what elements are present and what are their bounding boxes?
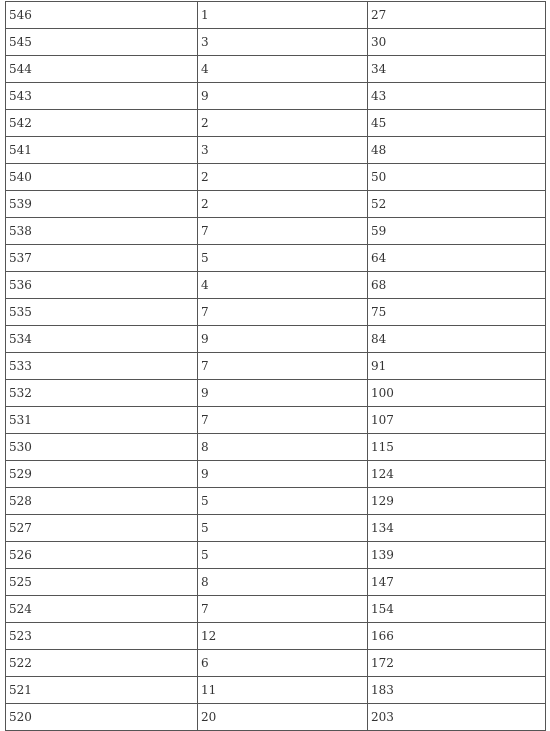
table-row bbox=[6, 110, 546, 137]
table-row bbox=[6, 218, 546, 245]
score-cell: 528 bbox=[6, 488, 198, 515]
table-row bbox=[6, 353, 546, 380]
score-cell: 527 bbox=[6, 515, 198, 542]
cumulative-cell: 134 bbox=[368, 515, 546, 542]
count-cell: 12 bbox=[198, 623, 368, 650]
count-cell: 8 bbox=[198, 569, 368, 596]
count-cell: 2 bbox=[198, 110, 368, 137]
table-row bbox=[6, 407, 546, 434]
cumulative-cell: 68 bbox=[368, 272, 546, 299]
count-cell: 3 bbox=[198, 137, 368, 164]
table-row bbox=[6, 542, 546, 569]
cumulative-cell: 139 bbox=[368, 542, 546, 569]
score-cell: 546 bbox=[6, 2, 198, 29]
count-cell: 7 bbox=[198, 299, 368, 326]
score-cell: 539 bbox=[6, 191, 198, 218]
cumulative-cell: 115 bbox=[368, 434, 546, 461]
table-row bbox=[6, 515, 546, 542]
table-row bbox=[6, 569, 546, 596]
score-cell: 530 bbox=[6, 434, 198, 461]
count-cell: 7 bbox=[198, 596, 368, 623]
score-cell: 533 bbox=[6, 353, 198, 380]
table-row bbox=[6, 56, 546, 83]
count-cell: 9 bbox=[198, 380, 368, 407]
cumulative-cell: 50 bbox=[368, 164, 546, 191]
score-cell: 541 bbox=[6, 137, 198, 164]
count-cell: 3 bbox=[198, 29, 368, 56]
count-cell: 9 bbox=[198, 326, 368, 353]
table-row bbox=[6, 596, 546, 623]
cumulative-cell: 91 bbox=[368, 353, 546, 380]
count-cell: 4 bbox=[198, 272, 368, 299]
count-cell: 5 bbox=[198, 515, 368, 542]
table-row bbox=[6, 704, 546, 731]
score-cell: 525 bbox=[6, 569, 198, 596]
table-row bbox=[6, 299, 546, 326]
count-cell: 9 bbox=[198, 461, 368, 488]
table-body bbox=[6, 2, 546, 731]
cumulative-cell: 34 bbox=[368, 56, 546, 83]
count-cell: 7 bbox=[198, 218, 368, 245]
score-cell: 540 bbox=[6, 164, 198, 191]
table-row bbox=[6, 29, 546, 56]
cumulative-cell: 147 bbox=[368, 569, 546, 596]
score-cell: 537 bbox=[6, 245, 198, 272]
table-row bbox=[6, 164, 546, 191]
score-cell: 536 bbox=[6, 272, 198, 299]
count-cell: 5 bbox=[198, 542, 368, 569]
cumulative-cell: 45 bbox=[368, 110, 546, 137]
table-row bbox=[6, 326, 546, 353]
score-cell: 522 bbox=[6, 650, 198, 677]
score-cell: 535 bbox=[6, 299, 198, 326]
cumulative-cell: 129 bbox=[368, 488, 546, 515]
count-cell: 2 bbox=[198, 164, 368, 191]
cumulative-cell: 84 bbox=[368, 326, 546, 353]
count-cell: 8 bbox=[198, 434, 368, 461]
count-cell: 5 bbox=[198, 245, 368, 272]
table-row bbox=[6, 677, 546, 704]
count-cell: 7 bbox=[198, 407, 368, 434]
cumulative-cell: 183 bbox=[368, 677, 546, 704]
score-cell: 545 bbox=[6, 29, 198, 56]
table-row bbox=[6, 245, 546, 272]
score-cell: 538 bbox=[6, 218, 198, 245]
cumulative-cell: 107 bbox=[368, 407, 546, 434]
cumulative-cell: 64 bbox=[368, 245, 546, 272]
cumulative-cell: 52 bbox=[368, 191, 546, 218]
cumulative-cell: 43 bbox=[368, 83, 546, 110]
score-cell: 532 bbox=[6, 380, 198, 407]
score-cell: 523 bbox=[6, 623, 198, 650]
score-cell: 526 bbox=[6, 542, 198, 569]
score-cell: 534 bbox=[6, 326, 198, 353]
score-cell: 543 bbox=[6, 83, 198, 110]
count-cell: 20 bbox=[198, 704, 368, 731]
cumulative-cell: 203 bbox=[368, 704, 546, 731]
table-row bbox=[6, 488, 546, 515]
table-row bbox=[6, 83, 546, 110]
count-cell: 2 bbox=[198, 191, 368, 218]
count-cell: 5 bbox=[198, 488, 368, 515]
score-cell: 542 bbox=[6, 110, 198, 137]
table-row bbox=[6, 461, 546, 488]
cumulative-cell: 172 bbox=[368, 650, 546, 677]
count-cell: 11 bbox=[198, 677, 368, 704]
table-row bbox=[6, 623, 546, 650]
count-cell: 9 bbox=[198, 83, 368, 110]
table-row bbox=[6, 191, 546, 218]
cumulative-cell: 100 bbox=[368, 380, 546, 407]
table-row bbox=[6, 380, 546, 407]
cumulative-cell: 75 bbox=[368, 299, 546, 326]
score-table-container bbox=[5, 1, 545, 731]
cumulative-cell: 48 bbox=[368, 137, 546, 164]
count-cell: 7 bbox=[198, 353, 368, 380]
score-cell: 529 bbox=[6, 461, 198, 488]
count-cell: 1 bbox=[198, 2, 368, 29]
cumulative-cell: 30 bbox=[368, 29, 546, 56]
table-row bbox=[6, 650, 546, 677]
score-cell: 521 bbox=[6, 677, 198, 704]
score-cell: 524 bbox=[6, 596, 198, 623]
table-row bbox=[6, 137, 546, 164]
table-row bbox=[6, 272, 546, 299]
cumulative-cell: 124 bbox=[368, 461, 546, 488]
cumulative-cell: 27 bbox=[368, 2, 546, 29]
cumulative-cell: 59 bbox=[368, 218, 546, 245]
table-row bbox=[6, 434, 546, 461]
cumulative-cell: 166 bbox=[368, 623, 546, 650]
cumulative-cell: 154 bbox=[368, 596, 546, 623]
score-cell: 520 bbox=[6, 704, 198, 731]
count-cell: 4 bbox=[198, 56, 368, 83]
table-row bbox=[6, 2, 546, 29]
score-cell: 544 bbox=[6, 56, 198, 83]
score-cell: 531 bbox=[6, 407, 198, 434]
score-distribution-table bbox=[5, 1, 546, 731]
count-cell: 6 bbox=[198, 650, 368, 677]
